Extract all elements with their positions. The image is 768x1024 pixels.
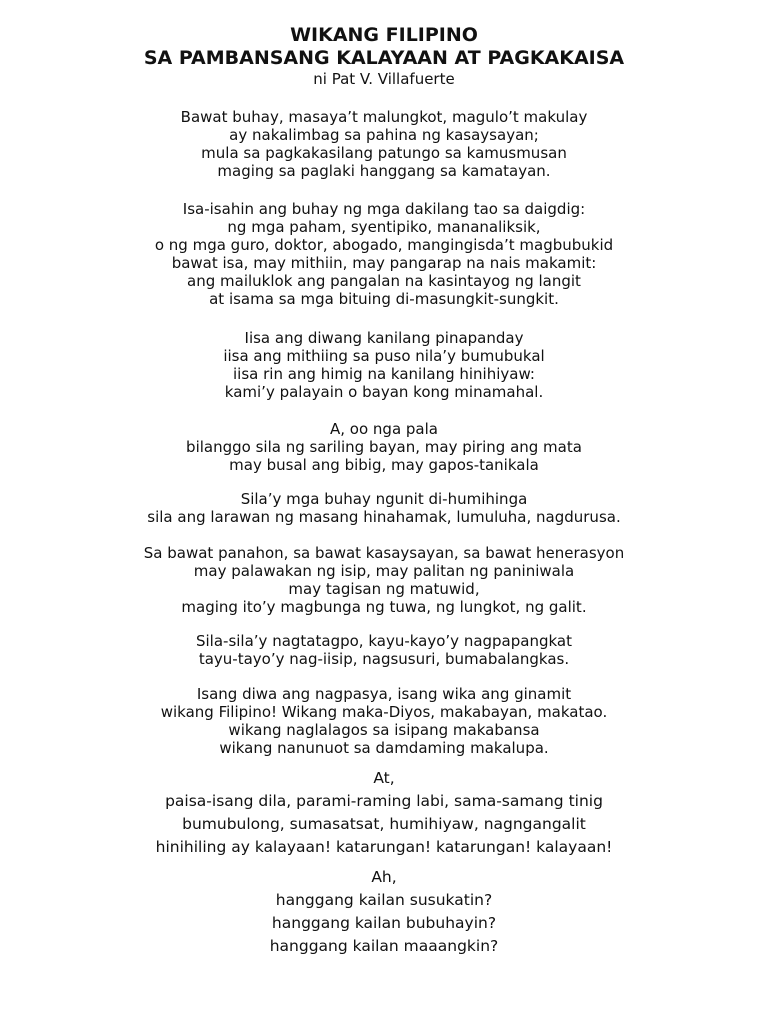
poem-title-line-1: WIKANG FILIPINO <box>290 24 478 46</box>
poem-line: may palawakan ng isip, may palitan ng paniniwala <box>193 562 575 580</box>
poem-line: wikang Filipino! Wikang maka-Diyos, makabayan, makatao. <box>160 703 608 721</box>
poem-line: hinihiling ay kalayaan! katarungan! katarungan! kalayaan! <box>155 838 613 856</box>
poem-line: kami’y palayain o bayan kong minamahal. <box>224 383 544 401</box>
stanza-4 <box>0 420 768 474</box>
poem-line: wikang naglalagos sa isipang makabansa <box>228 721 540 739</box>
stanza-2 <box>0 200 768 308</box>
poem-line: ng mga paham, syentipiko, mananaliksik, <box>227 218 541 236</box>
poem-line: Ah, <box>371 868 397 886</box>
stanza-1 <box>0 108 768 180</box>
poem-line: hanggang kailan bubuhayin? <box>271 914 497 932</box>
poem-line: iisa rin ang himig na kanilang hinihiyaw: <box>233 365 535 383</box>
poem-line: may tagisan ng matuwid, <box>288 580 480 598</box>
poem-line: bilanggo sila ng sariling bayan, may piring ang mata <box>186 438 582 456</box>
poem-line: wikang nanunuot sa damdaming makalupa. <box>219 739 549 757</box>
poem-line: bumubulong, sumasatsat, humihiyaw, nagngangalit <box>182 815 586 833</box>
poem-line: Isa-isahin ang buhay ng mga dakilang tao sa daigdig: <box>182 200 586 218</box>
poem-line: bawat isa, may mithiin, may pangarap na nais makamit: <box>171 254 597 272</box>
poem-line: Bawat buhay, masaya’t malungkot, magulo’t makulay <box>180 108 588 126</box>
stanza-3 <box>0 329 768 401</box>
poem-title-line-2: SA PAMBANSANG KALAYAAN AT PAGKAKAISA <box>143 47 625 69</box>
poem-line: Sila’y mga buhay ngunit di-humihinga <box>240 490 528 508</box>
poem-line: Sila-sila’y nagtatagpo, kayu-kayo’y nagpapangkat <box>195 632 572 650</box>
poem-line: hanggang kailan maaangkin? <box>269 937 499 955</box>
poem-line: o ng mga guro, doktor, abogado, mangingisda’t magbubukid <box>154 236 614 254</box>
poem-line: ay nakalimbag sa pahina ng kasaysayan; <box>229 126 539 144</box>
poem-line: paisa-isang dila, parami-raming labi, sama-samang tinig <box>165 792 603 810</box>
poem-line: At, <box>373 769 395 787</box>
stanza-8 <box>0 685 768 757</box>
poem-line: may busal ang bibig, may gapos-tanikala <box>229 456 539 474</box>
stanza-5 <box>0 490 768 526</box>
poem-author: ni Pat V. Villafuerte <box>313 70 455 88</box>
stanza-9 <box>0 767 768 859</box>
poem-line: A, oo nga pala <box>330 420 438 438</box>
poem-line: mula sa pagkakasilang patungo sa kamusmusan <box>201 144 567 162</box>
poem-line: maging sa paglaki hanggang sa kamatayan. <box>217 162 551 180</box>
stanza-6 <box>0 544 768 616</box>
poem-line: Isang diwa ang nagpasya, isang wika ang ginamit <box>196 685 572 703</box>
stanza-7 <box>0 632 768 668</box>
poem-line: iisa ang mithiing sa puso nila’y bumubukal <box>223 347 545 365</box>
poem-line: tayu-tayo’y nag-iisip, nagsusuri, bumabalangkas. <box>198 650 570 668</box>
poem-line: maging ito’y magbunga ng tuwa, ng lungkot, ng galit. <box>181 598 587 616</box>
poem-line: ang mailuklok ang pangalan na kasintayog ng langit <box>187 272 581 290</box>
poem-line: Sa bawat panahon, sa bawat kasaysayan, sa bawat henerasyon <box>143 544 625 562</box>
poem-line: Iisa ang diwang kanilang pinapanday <box>244 329 524 347</box>
stanza-10 <box>0 866 768 958</box>
poem-line: at isama sa mga bituing di-masungkit-sungkit. <box>209 290 559 308</box>
poem-line: sila ang larawan ng masang hinahamak, lumuluha, nagdurusa. <box>147 508 621 526</box>
poem-line: hanggang kailan susukatin? <box>275 891 493 909</box>
